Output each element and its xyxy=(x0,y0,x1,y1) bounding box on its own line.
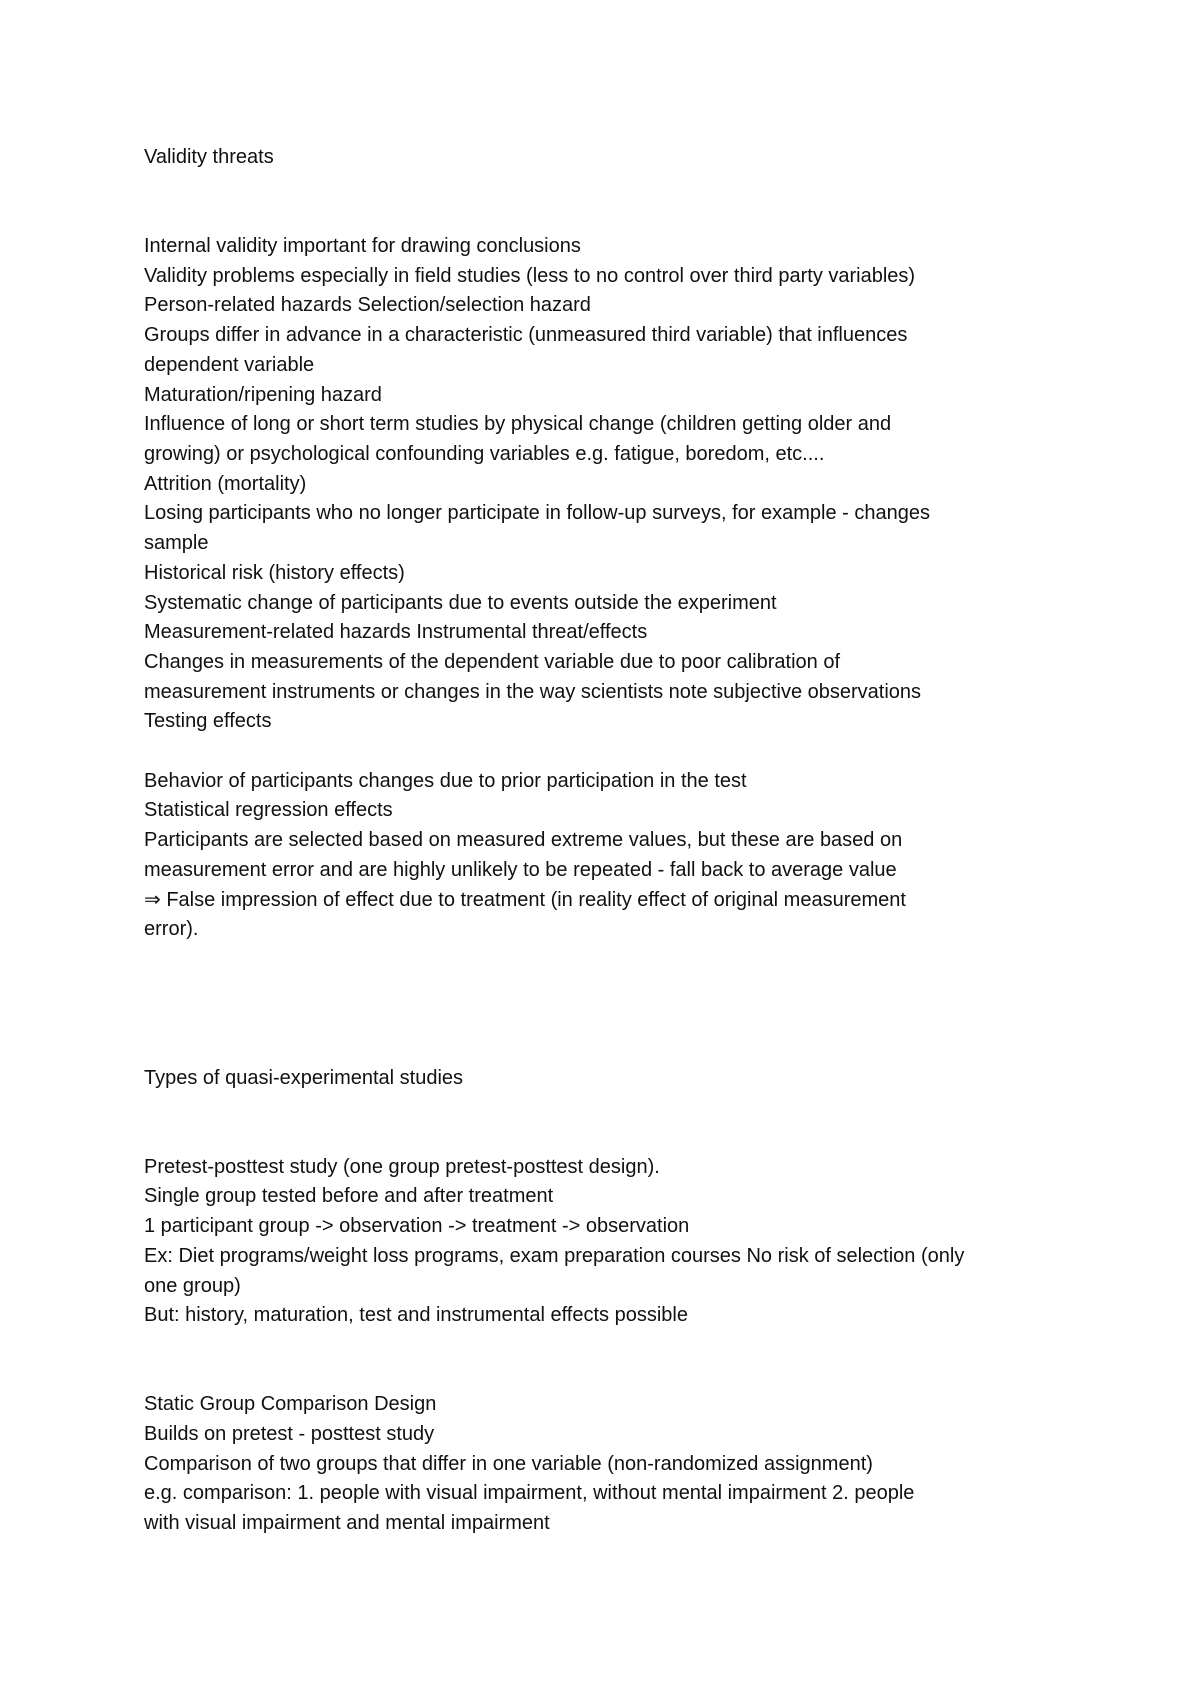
text-line: Builds on pretest - posttest study xyxy=(144,1423,435,1446)
text-line: Losing participants who no longer participate in follow-up surveys, for example - changes xyxy=(144,502,930,525)
text-line: Single group tested before and after treatment xyxy=(144,1185,554,1208)
text-line: ⇒ False impression of effect due to treatment (in reality effect of original measurement xyxy=(144,888,906,911)
blank-line xyxy=(144,1361,1074,1391)
text-line: dependent variable xyxy=(144,353,315,376)
blank-line xyxy=(144,975,1074,1005)
blank-line xyxy=(144,1093,1074,1123)
text-line: Person-related hazards Selection/selection hazard xyxy=(144,294,591,317)
document-body xyxy=(144,143,1074,1539)
blank-line xyxy=(144,737,1074,767)
text-line: Testing effects xyxy=(144,710,272,733)
text-line: Measurement-related hazards Instrumental threat/effects xyxy=(144,621,648,644)
text-line: Changes in measurements of the dependent variable due to poor calibration of xyxy=(144,650,841,673)
text-line: 1 participant group -> observation -> treatment -> observation xyxy=(144,1215,690,1238)
text-line: Groups differ in advance in a characteristic (unmeasured third variable) that influences xyxy=(144,324,908,347)
text-line: Historical risk (history effects) xyxy=(144,561,405,584)
text-line: Comparison of two groups that differ in one variable (non-randomized assignment) xyxy=(144,1452,873,1475)
text-line: growing) or psychological confounding variables e.g. fatigue, boredom, etc.... xyxy=(144,443,825,465)
text-line: Behavior of participants changes due to prior participation in the test xyxy=(144,769,747,792)
text-line: with visual impairment and mental impairment xyxy=(144,1512,550,1535)
text-line: Attrition (mortality) xyxy=(144,472,307,495)
blank-line xyxy=(144,1034,1074,1064)
text-line: Participants are selected based on measured extreme values, but these are based on xyxy=(144,829,903,852)
text-line: Static Group Comparison Design xyxy=(144,1393,437,1416)
blank-line xyxy=(144,173,1074,203)
text-line: Ex: Diet programs/weight loss programs, exam preparation courses No risk of selection (only xyxy=(144,1244,965,1267)
text-line: Systematic change of participants due to events outside the experiment xyxy=(144,591,777,614)
text-line: Internal validity important for drawing conclusions xyxy=(144,235,581,258)
section-title-quasi-experimental: Types of quasi-experimental studies xyxy=(144,1066,464,1089)
blank-line xyxy=(144,945,1074,975)
text-line: measurement instruments or changes in the way scientists note subjective observations xyxy=(144,680,922,703)
text-line: Influence of long or short term studies by physical change (children getting older and xyxy=(144,413,892,436)
text-line: But: history, maturation, test and instrumental effects possible xyxy=(144,1304,688,1327)
text-line: e.g. comparison: 1. people with visual impairment, without mental impairment 2. people xyxy=(144,1482,915,1505)
text-line: Statistical regression effects xyxy=(144,799,393,822)
section-title-validity-threats: Validity threats xyxy=(144,146,274,168)
blank-line xyxy=(144,1004,1074,1034)
text-line: one group) xyxy=(144,1274,241,1297)
text-line: Maturation/ripening hazard xyxy=(144,383,382,406)
text-line: error). xyxy=(144,918,199,941)
blank-line xyxy=(144,1123,1074,1153)
blank-line xyxy=(144,202,1074,232)
text-line: Validity problems especially in field studies (less to no control over third party variables) xyxy=(144,264,916,287)
text-line: measurement error and are highly unlikely to be repeated - fall back to average value xyxy=(144,858,897,881)
text-line: sample xyxy=(144,532,209,555)
blank-line xyxy=(144,1331,1074,1361)
text-line: Pretest-posttest study (one group pretest-posttest design). xyxy=(144,1155,660,1178)
